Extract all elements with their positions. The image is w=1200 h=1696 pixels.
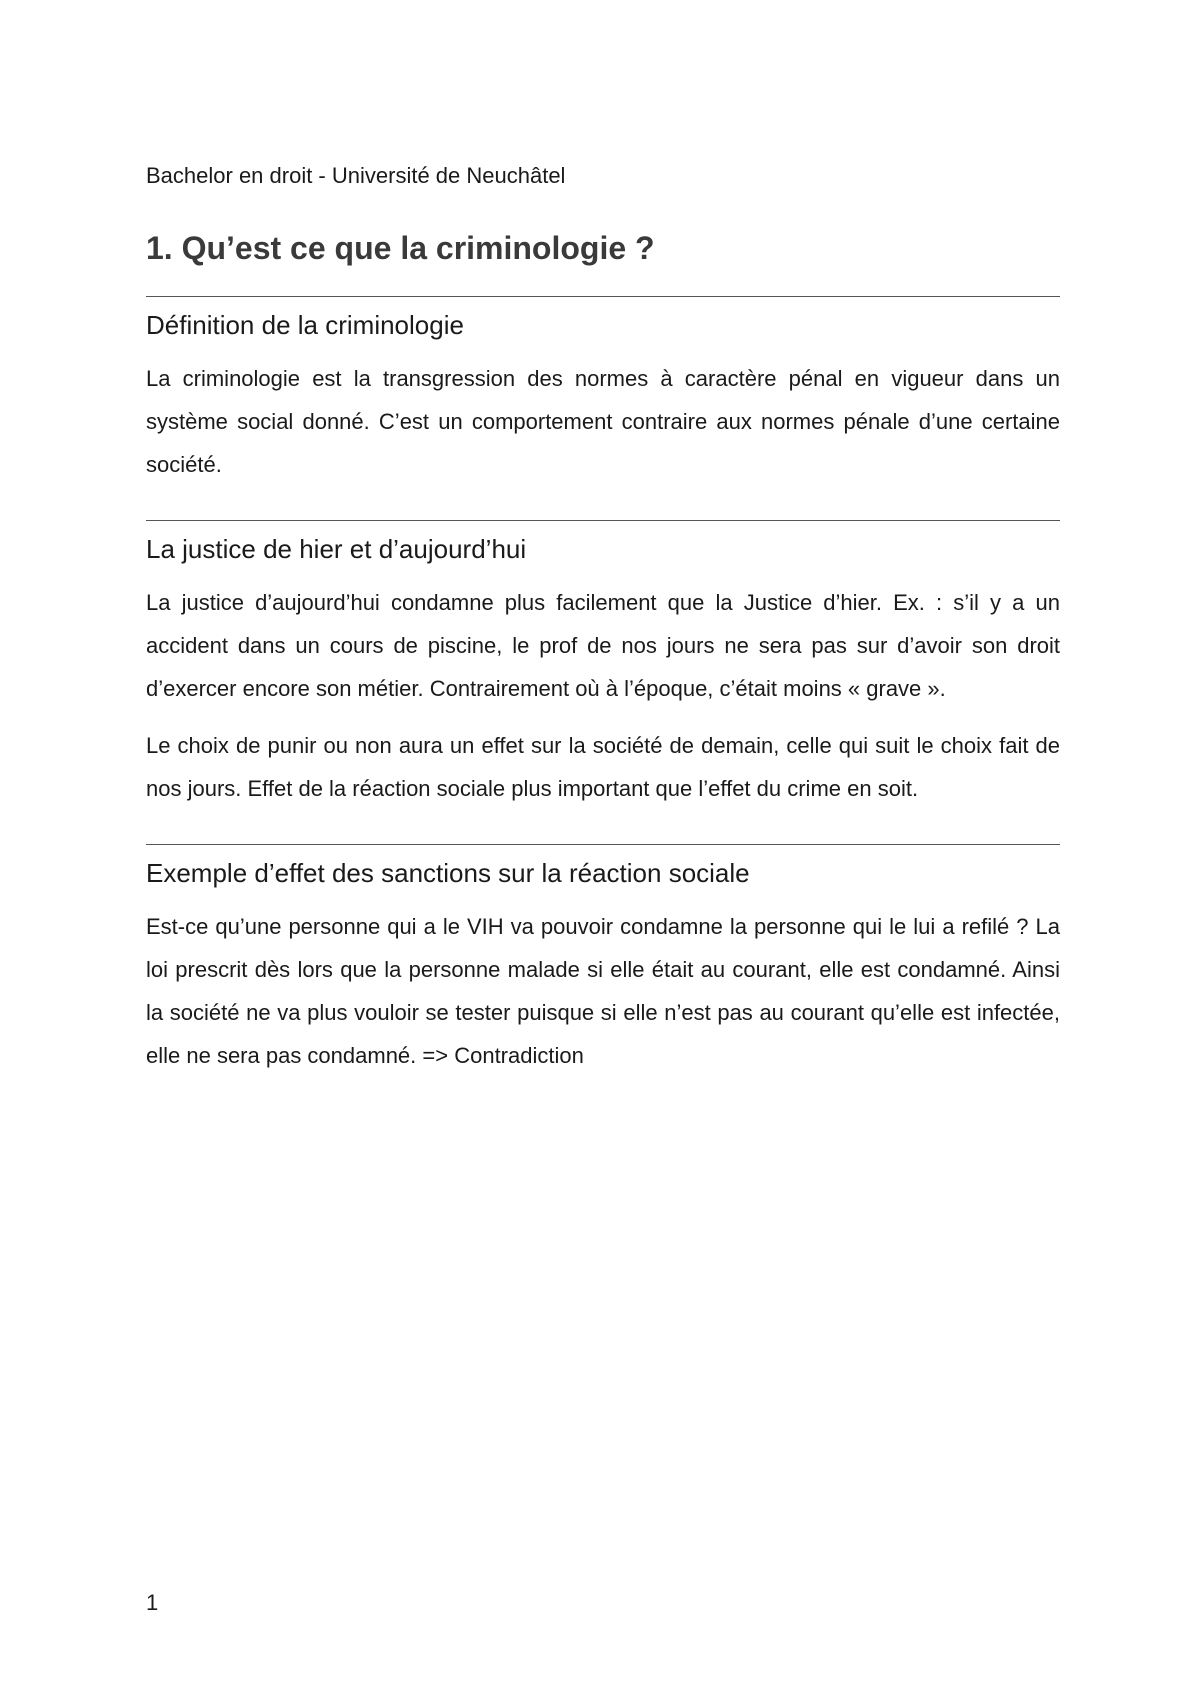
section-justice: [146, 520, 1060, 810]
paragraph: La justice d’aujourd’hui condamne plus facilement que la Justice d’hier. Ex. : s’il y a un accident dans un cours de piscine, le prof de nos jours ne sera pas sur d’avoir son droit d’exercer encore son métier. Contrairement où à l’époque, c’était moins « grave ».: [146, 590, 1060, 701]
document-page: [146, 160, 1060, 1077]
section-example: [146, 844, 1060, 1077]
section-heading: Définition de la criminologie: [146, 310, 464, 340]
section-heading: Exemple d’effet des sanctions sur la réaction sociale: [146, 858, 750, 888]
paragraph: Est-ce qu’une personne qui a le VIH va pouvoir condamne la personne qui le lui a refilé ? La loi prescrit dès lors que la personne malade si elle était au courant, elle est condamné. Ainsi la société ne va plus vouloir se tester puisque si elle n’est pas au courant qu’elle est infectée, elle ne sera pas condamné. => Contradiction: [146, 914, 1060, 1068]
section-definition: [146, 296, 1060, 486]
course-header: Bachelor en droit - Université de Neuchâtel: [146, 163, 566, 188]
section-heading: La justice de hier et d’aujourd’hui: [146, 534, 527, 564]
chapter-title: 1. Qu’est ce que la criminologie ?: [146, 230, 655, 266]
page-number: 1: [146, 1590, 159, 1615]
paragraph: Le choix de punir ou non aura un effet sur la société de demain, celle qui suit le choix fait de nos jours. Effet de la réaction sociale plus important que l’effet du crime en soit.: [146, 733, 1060, 801]
paragraph: La criminologie est la transgression des normes à caractère pénal en vigueur dans un système social donné. C’est un comportement contraire aux normes pénale d’une certaine société.: [146, 366, 1060, 477]
